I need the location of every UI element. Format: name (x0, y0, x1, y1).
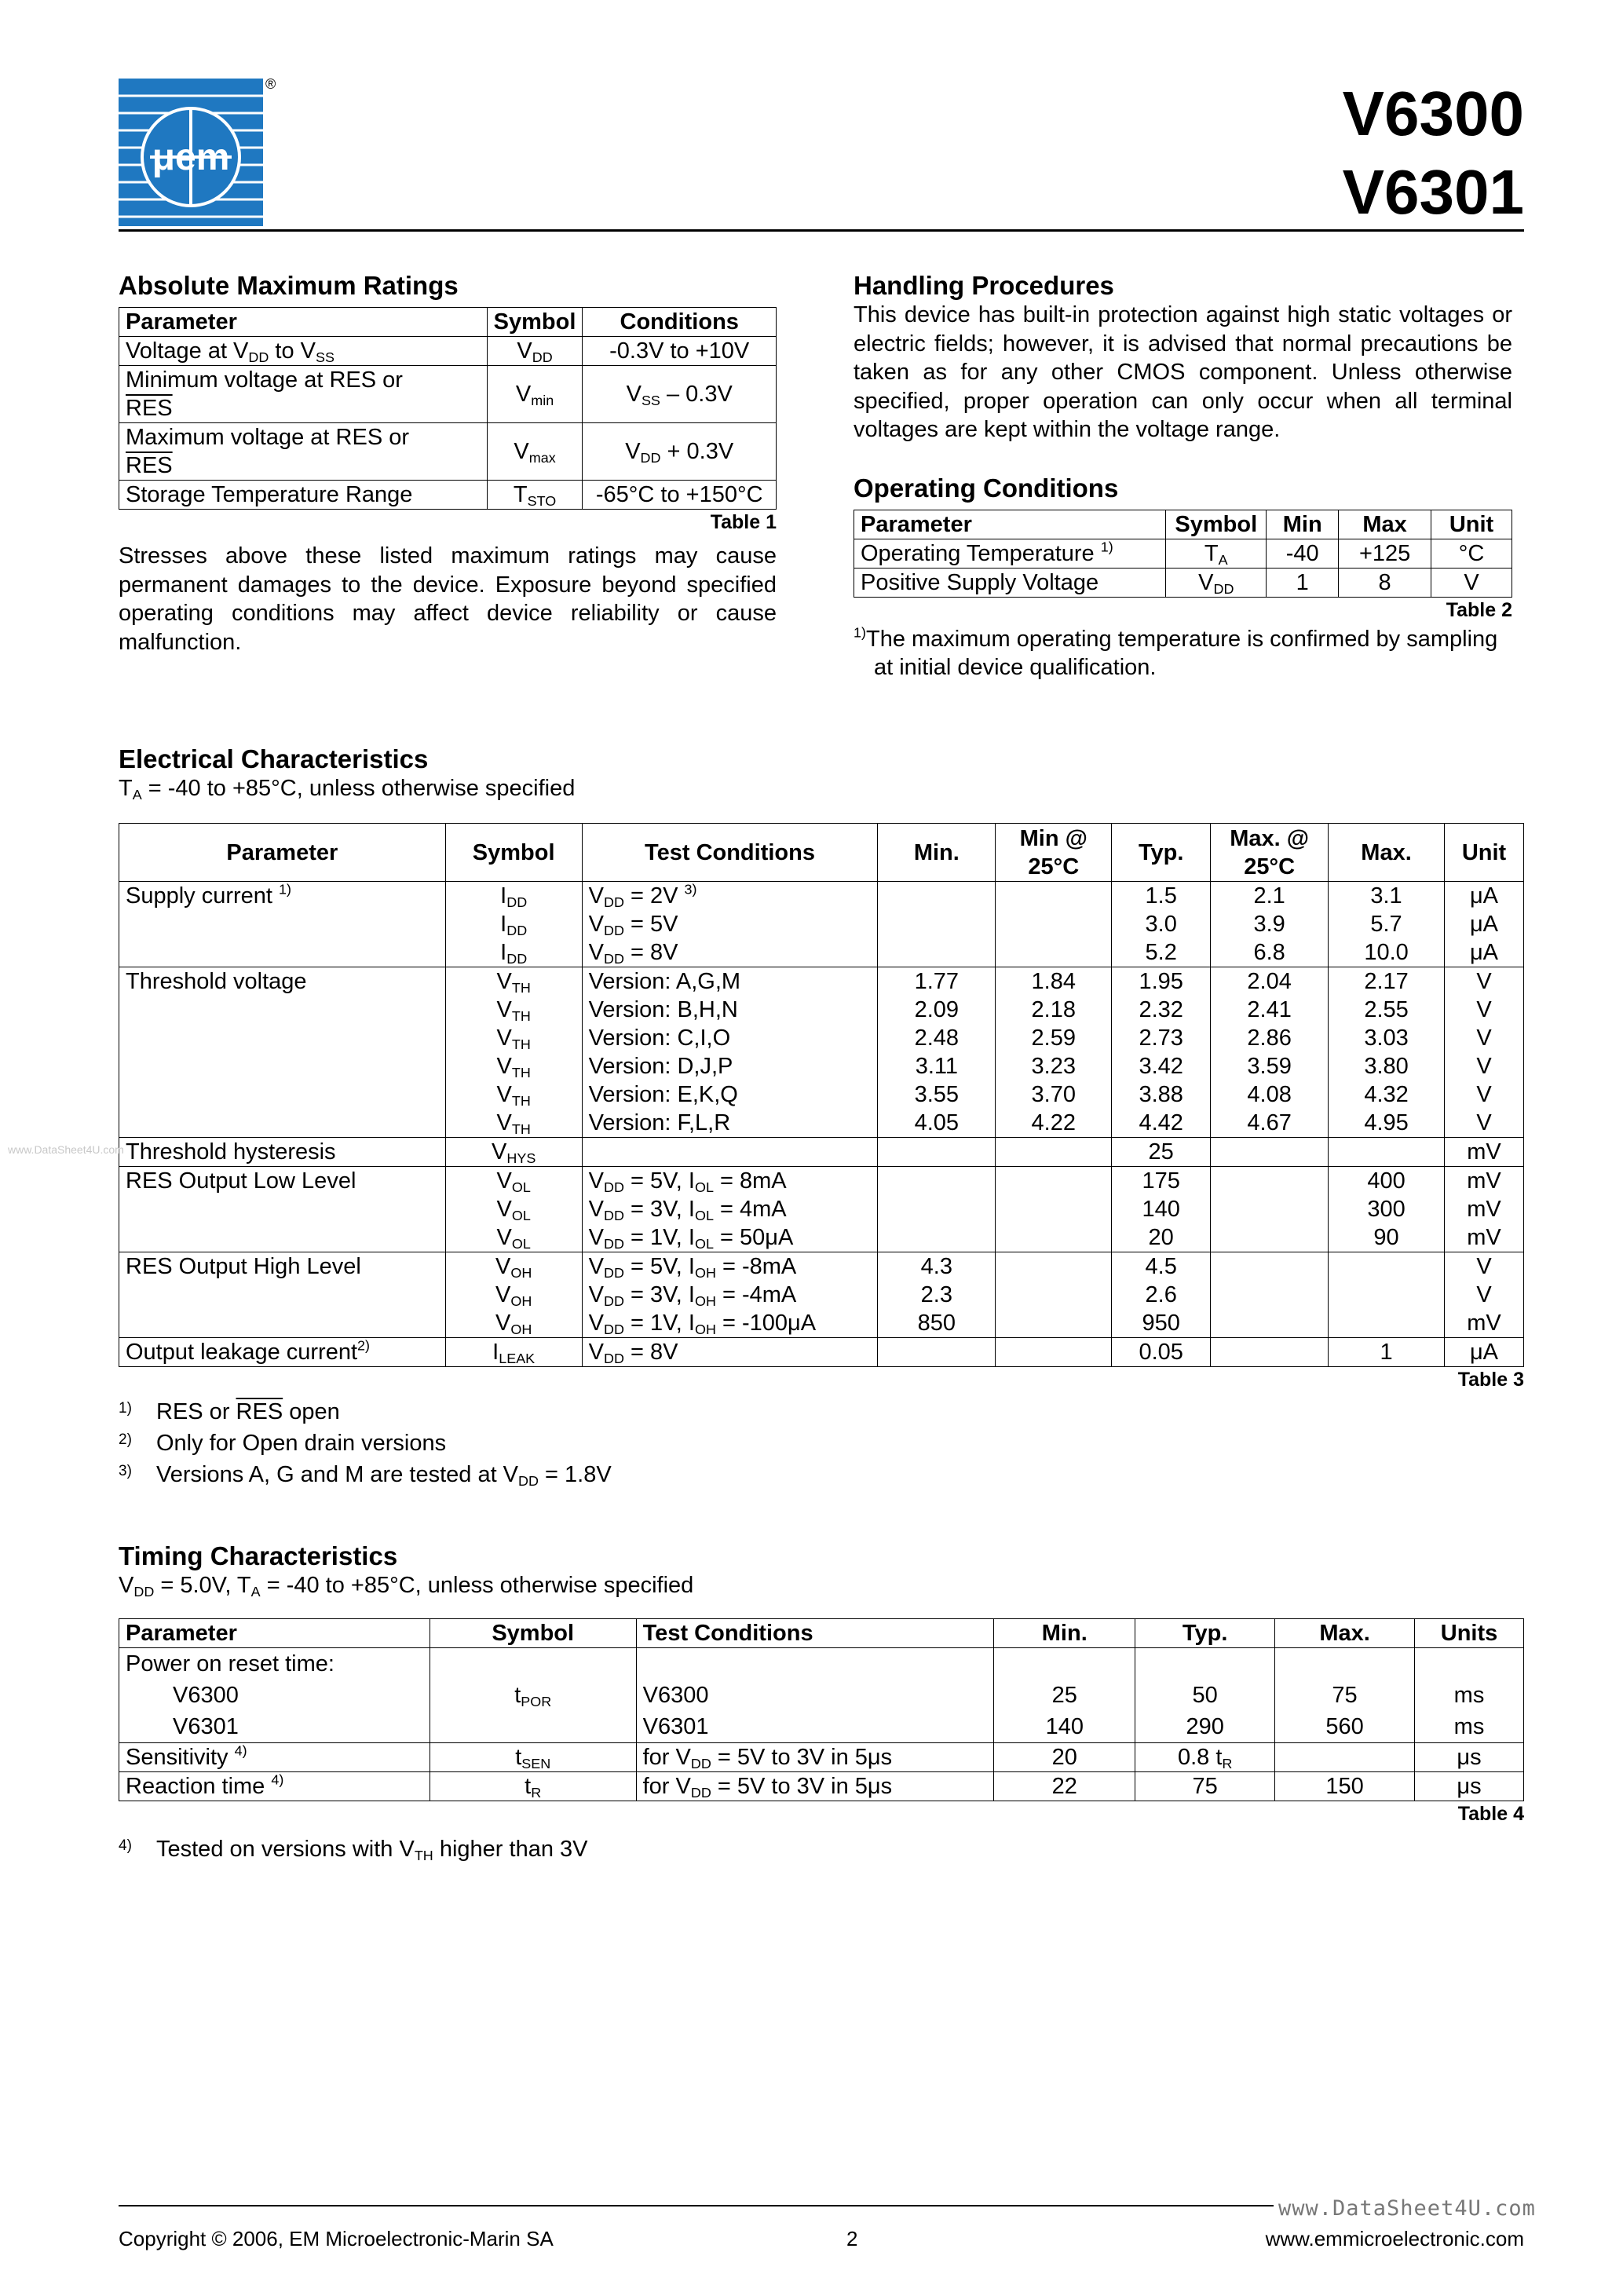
min25-cell (996, 1138, 1112, 1167)
param-cell: RES Output Low Level (119, 1167, 446, 1252)
table-row (119, 1772, 1524, 1801)
table-row (854, 569, 1512, 598)
col-header-max: Max (1339, 510, 1431, 539)
conditions-cell: -65°C to +150°C (583, 481, 777, 510)
footnote-mark: 1) (854, 624, 866, 641)
max-cell: +125 (1339, 539, 1431, 569)
abs-max-note: Stresses above these listed maximum ratings may cause permanent damages to the device. Exposure beyond specified operating conditions may affect device reliability or cause malfunction. (119, 543, 777, 655)
typ-cell: 4.5 2.6 950 (1112, 1252, 1211, 1338)
param-cell: Positive Supply Voltage (854, 569, 1166, 598)
min25-cell: 1.84 2.18 2.59 3.23 3.70 4.22 (996, 967, 1112, 1138)
conditions-cell (582, 1138, 878, 1167)
symbol-cell: $V_{HYS}$ (445, 1138, 582, 1167)
table-row-group (119, 1138, 1524, 1167)
col-header-min: Min. (878, 824, 996, 882)
part-number-v6300: V6300 (1342, 79, 1524, 148)
symbol-cell: $t_R$ (430, 1772, 636, 1801)
symbol-cell: $V_{DD}$ (1166, 569, 1267, 598)
conditions-cell: $V_{DD} + 0.3V$ (583, 423, 777, 481)
unit-cell: μs (1415, 1772, 1524, 1801)
table-row-group (119, 1252, 1524, 1338)
min25-cell (996, 1338, 1112, 1367)
param-cell: Sensitivity $^{4)}$ (119, 1743, 430, 1772)
timing-subtitle: $V_{DD} = 5.0V$, $T_A = -40$ to +85°C, unless otherwise specified (119, 1573, 694, 1600)
col-header-parameter: Parameter (119, 308, 488, 337)
unit-cell: mV mV mV (1445, 1167, 1524, 1252)
table-row-group (119, 1338, 1524, 1367)
electrical-table (119, 823, 1524, 1367)
param-cell: Reaction time $^{4)}$ (119, 1772, 430, 1801)
table-header-row (119, 1619, 1524, 1648)
footnote-text: RES or $\overline{RES}$ open (156, 1399, 340, 1424)
col-header-min: Min. (994, 1619, 1135, 1648)
conditions-cell: $V_{DD} = 8V$ (582, 1338, 878, 1367)
typ-cell: 75 (1135, 1772, 1275, 1801)
col-header-symbol: Symbol (445, 824, 582, 882)
timing-table (119, 1618, 1524, 1801)
handling-title: Handling Procedures (854, 271, 1114, 300)
symbol-cell: $T_{STO}$ (487, 481, 583, 510)
param-cell: Output leakage current$^{2)}$ (119, 1338, 446, 1367)
typ-cell: 1.5 3.0 5.2 (1112, 882, 1211, 967)
footnote (119, 1426, 1524, 1457)
handling-section (854, 271, 1512, 444)
col-header-parameter: Parameter (854, 510, 1166, 539)
max-cell (1329, 1138, 1445, 1167)
svg-text:μem: μem (152, 137, 230, 178)
typ-cell: 50 290 (1135, 1648, 1275, 1743)
conditions-cell: -0.3V to +10V (583, 337, 777, 366)
footnote (119, 1395, 1524, 1426)
symbol-cell: $V_{OL}$ $V_{OL}$ $V_{OL}$ (445, 1167, 582, 1252)
unit-cell: μA μA μA (1445, 882, 1524, 967)
header-rule (119, 229, 1524, 232)
side-watermark: www.DataSheet4U.com (8, 1143, 124, 1156)
footnote-text: Tested on versions with $V_{TH}$ higher than 3V (156, 1837, 588, 1864)
typ-cell: 0.05 (1112, 1338, 1211, 1367)
min-cell: 22 (994, 1772, 1135, 1801)
footer-copyright: Copyright © 2006, EM Microelectronic-Marin SA (119, 2227, 554, 2250)
symbol-cell: $t_{POR}$ (430, 1648, 636, 1743)
footnote-text: Versions A, G and M are tested at $V_{DD} = 1.8V$ (156, 1462, 612, 1490)
col-header-typ: Typ. (1112, 824, 1211, 882)
table-row (854, 539, 1512, 569)
table-row (119, 1743, 1524, 1772)
table-header-row (119, 308, 777, 337)
col-header-max: Max. (1275, 1619, 1415, 1648)
typ-cell: 1.95 2.32 2.73 3.42 3.88 4.42 (1112, 967, 1211, 1138)
max25-cell (1211, 1338, 1329, 1367)
conditions-cell: $V_{DD} = 5V$, $I_{OH} = -8mA$ $V_{DD} = 3V$, $I_{OH} = -4mA$ $V_{DD} = 1V$, $I_{OH} = -100\mu A$ (582, 1252, 878, 1338)
electrical-subtitle: $T_A = -40$ to +85°C, unless otherwise specified (119, 776, 576, 803)
col-header-units: Units (1415, 1619, 1524, 1648)
table-row (119, 423, 777, 481)
footer-page-number: 2 (846, 2227, 858, 2250)
col-header-max: Max. (1329, 824, 1445, 882)
max-cell (1329, 1252, 1445, 1338)
col-header-symbol: Symbol (1166, 510, 1267, 539)
operating-footnote: $^{1)}$The maximum operating temperature is confirmed by sampling at initial device qualification. (854, 624, 1498, 680)
col-header-symbol: Symbol (430, 1619, 636, 1648)
param-cell: Voltage at $V_{DD}$ to $V_{SS}$ (119, 337, 488, 366)
symbol-cell: $I_{DD}$ $I_{DD}$ $I_{DD}$ (445, 882, 582, 967)
col-header-parameter: Parameter (119, 1619, 430, 1648)
symbol-cell: $V_{OH}$ $V_{OH}$ $V_{OH}$ (445, 1252, 582, 1338)
abs-max-section (119, 271, 777, 656)
symbol-cell: $I_{LEAK}$ (445, 1338, 582, 1367)
max25-cell: 2.1 3.9 6.8 (1211, 882, 1329, 967)
symbol-cell: $V_{TH}$ $V_{TH}$ $V_{TH}$ $V_{TH}$ $V_{TH}$ $V_{TH}$ (445, 967, 582, 1138)
max-cell: 75 560 (1275, 1648, 1415, 1743)
symbol-cell: $V_{max}$ (487, 423, 583, 481)
unit-cell: ms ms (1415, 1648, 1524, 1743)
col-header-min-25c: Min @ 25°C (996, 824, 1112, 882)
footer-watermark: www.DataSheet4U.com (1274, 2196, 1541, 2221)
param-cell: Threshold voltage (119, 967, 446, 1138)
min-cell (878, 882, 996, 967)
table-row (119, 366, 777, 423)
min-cell: 1 (1267, 569, 1339, 598)
param-cell: Operating Temperature $^{1)}$ (854, 539, 1166, 569)
timing-title: Timing Characteristics (119, 1541, 398, 1570)
conditions-cell: $V_{SS} - 0.3V$ (583, 366, 777, 423)
max-cell: 2.17 2.55 3.03 3.80 4.32 4.95 (1329, 967, 1445, 1138)
table-caption: Table 2 (1446, 599, 1512, 621)
typ-cell: 25 (1112, 1138, 1211, 1167)
param-cell: Supply current $^{1)}$ (119, 882, 446, 967)
max-cell: 1 (1329, 1338, 1445, 1367)
abs-max-title: Absolute Maximum Ratings (119, 271, 459, 300)
param-cell: Power on reset time: V6300 V6301 (119, 1648, 430, 1743)
company-logo (119, 79, 263, 226)
min-cell (878, 1138, 996, 1167)
max-cell: 3.1 5.7 10.0 (1329, 882, 1445, 967)
max25-cell (1211, 1167, 1329, 1252)
conditions-cell: Version: A,G,M Version: B,H,N Version: C,I,O Version: D,J,P Version: E,K,Q Version: F,L,R (582, 967, 878, 1138)
max-cell (1275, 1743, 1415, 1772)
conditions-cell: $V_{DD} = 5V$, $I_{OL} = 8mA$ $V_{DD} = 3V$, $I_{OL} = 4mA$ $V_{DD} = 1V$, $I_{OL} = 50\mu A$ (582, 1167, 878, 1252)
max-cell: 400 300 90 (1329, 1167, 1445, 1252)
footnote-text: Only for Open drain versions (156, 1431, 447, 1456)
max25-cell (1211, 1252, 1329, 1338)
footnote-mark: 1) (119, 1400, 132, 1417)
col-header-test-conditions: Test Conditions (582, 824, 878, 882)
unit-cell: μs (1415, 1743, 1524, 1772)
unit-cell: μA (1445, 1338, 1524, 1367)
min-cell: 25 140 (994, 1648, 1135, 1743)
footnote-mark: 4) (119, 1837, 132, 1854)
param-cell: Storage Temperature Range (119, 481, 488, 510)
param-cell: Minimum voltage at RES or $\overline{RES}$ (119, 366, 488, 423)
part-number-v6301: V6301 (1342, 157, 1524, 227)
table-caption: Table 3 (1457, 1369, 1524, 1391)
electrical-title: Electrical Characteristics (119, 744, 429, 773)
min25-cell (996, 882, 1112, 967)
min-cell (878, 1167, 996, 1252)
param-cell: RES Output High Level (119, 1252, 446, 1338)
unit-cell: °C (1431, 539, 1512, 569)
conditions-cell: for $V_{DD} = 5V$ to 3V in 5μs (636, 1772, 994, 1801)
param-cell: Threshold hysteresis (119, 1138, 446, 1167)
conditions-cell: $V_{DD} = 2V$ $^{3)}$ $V_{DD} = 5V$ $V_{DD} = 8V$ (582, 882, 878, 967)
abs-max-table (119, 307, 777, 510)
max-cell: 8 (1339, 569, 1431, 598)
unit-cell: V V mV (1445, 1252, 1524, 1338)
registered-mark: ® (265, 76, 276, 92)
conditions-cell: for $V_{DD} = 5V$ to 3V in 5μs (636, 1743, 994, 1772)
table-caption: Table 1 (710, 511, 777, 533)
footnote-mark: 2) (119, 1431, 132, 1448)
min-cell (878, 1338, 996, 1367)
col-header-typ: Typ. (1135, 1619, 1275, 1648)
col-header-max-25c: Max. @ 25°C (1211, 824, 1329, 882)
handling-text: This device has built-in protection against high static voltages or electric fields; however, it is advised that normal precautions be taken as for any other CMOS component. Unless otherwise specified, proper operation can only occur when all terminal voltages are kept within the voltage range. (854, 302, 1512, 442)
typ-cell: 175 140 20 (1112, 1167, 1211, 1252)
table-header-row (854, 510, 1512, 539)
conditions-cell: V6300 V6301 (636, 1648, 994, 1743)
max-cell: 150 (1275, 1772, 1415, 1801)
col-header-parameter: Parameter (119, 824, 446, 882)
param-cell: Maximum voltage at RES or $\overline{RES}$ (119, 423, 488, 481)
operating-title: Operating Conditions (854, 473, 1119, 503)
table-caption: Table 4 (1457, 1803, 1524, 1825)
typ-cell: 0.8 $t_R$ (1135, 1743, 1275, 1772)
min-cell: 20 (994, 1743, 1135, 1772)
symbol-cell: $V_{min}$ (487, 366, 583, 423)
unit-cell: V (1431, 569, 1512, 598)
col-header-unit: Unit (1445, 824, 1524, 882)
footnote-mark: 3) (119, 1463, 132, 1479)
operating-section (854, 473, 1512, 682)
table-row (119, 1648, 1524, 1743)
symbol-cell: $V_{DD}$ (487, 337, 583, 366)
timing-section (119, 1541, 1524, 1863)
table-header-row (119, 824, 1524, 882)
min-cell: 4.3 2.3 850 (878, 1252, 996, 1338)
min-cell: -40 (1267, 539, 1339, 569)
footnote (119, 1457, 1524, 1489)
table-row (119, 481, 777, 510)
col-header-min: Min (1267, 510, 1339, 539)
table-row (119, 337, 777, 366)
col-header-symbol: Symbol (487, 308, 583, 337)
symbol-cell: $T_A$ (1166, 539, 1267, 569)
min-cell: 1.77 2.09 2.48 3.11 3.55 4.05 (878, 967, 996, 1138)
electrical-notes (119, 1395, 1524, 1489)
max25-cell (1211, 1138, 1329, 1167)
min25-cell (996, 1167, 1112, 1252)
unit-cell: mV (1445, 1138, 1524, 1167)
table-row-group (119, 967, 1524, 1138)
unit-cell: V V V V V V (1445, 967, 1524, 1138)
max25-cell: 2.04 2.41 2.86 3.59 4.08 4.67 (1211, 967, 1329, 1138)
footer-website: www.emmicroelectronic.com (1265, 2227, 1524, 2250)
table-row-group (119, 1167, 1524, 1252)
timing-note (119, 1832, 1524, 1863)
symbol-cell: $t_{SEN}$ (430, 1743, 636, 1772)
col-header-test-conditions: Test Conditions (636, 1619, 994, 1648)
electrical-section (119, 744, 1524, 1489)
table-row-group (119, 882, 1524, 967)
col-header-unit: Unit (1431, 510, 1512, 539)
col-header-conditions: Conditions (583, 308, 777, 337)
min25-cell (996, 1252, 1112, 1338)
operating-table (854, 510, 1512, 598)
